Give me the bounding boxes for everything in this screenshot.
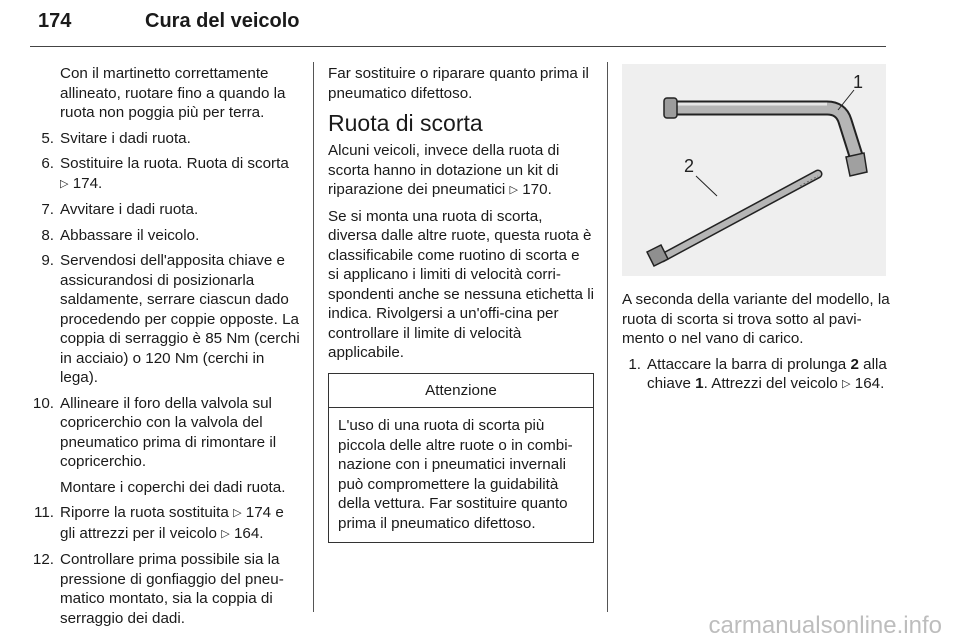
page-ref-icon: ▷	[842, 378, 851, 390]
step-text-main: . Attrezzi del veicolo	[703, 375, 838, 392]
paragraph	[328, 141, 594, 201]
page-ref-link[interactable]: 170.	[522, 181, 552, 198]
page-ref-icon: ▷	[221, 527, 230, 540]
callout-number: 1	[695, 375, 704, 392]
step-number: 6.	[41, 155, 54, 172]
paragraph: A seconda della variante del modello, la ruota di scorta si trova sotto al pavi-mento o nel vano di carico.	[622, 291, 890, 347]
step-text: Controllare prima possibile sia la pressione di gonfiaggio del pneu-matico montato, sia la coppia di serraggio dei dadi.	[60, 551, 284, 627]
step-number: 1.	[628, 355, 641, 373]
step-text-main: Riporre la ruota sostituita	[60, 504, 229, 521]
page-ref-link[interactable]: 174.	[72, 174, 103, 192]
column-divider	[607, 62, 608, 612]
step-8	[28, 226, 300, 246]
step-text-main: alla chiave	[647, 355, 887, 392]
caption-area	[622, 290, 890, 395]
label-2: 2	[684, 156, 695, 176]
page-ref-link[interactable]: 174 e gli attrezzi per il veicolo	[60, 504, 284, 542]
page-ref-icon: ▷	[60, 177, 69, 190]
step-text: Svitare i dadi ruota.	[60, 129, 191, 147]
step-text	[647, 355, 890, 395]
section-heading: Ruota di scorta	[328, 110, 483, 136]
section-title: Cura del veicolo	[145, 10, 300, 32]
column-divider	[313, 62, 314, 612]
watermark: carmanualsonline.info	[708, 612, 942, 639]
warning-box	[328, 373, 594, 544]
column-1	[28, 64, 300, 634]
column-2	[328, 64, 594, 543]
step-10	[28, 394, 300, 472]
page-ref-link[interactable]: 164.	[854, 375, 885, 392]
step-number: 7.	[41, 201, 54, 218]
paragraph-text: Alcuni veicoli, invece della ruota di scorta hanno in dotazione un kit di riparazione dei pneumatici	[328, 142, 560, 198]
step-11	[28, 503, 300, 544]
step-text: Avvitare i dadi ruota.	[60, 201, 199, 218]
step-number: 11.	[34, 504, 54, 521]
paragraph: Far sostituire o riparare quanto prima il pneumatico difettoso.	[328, 65, 589, 102]
step-text	[60, 503, 300, 544]
page-number: 174	[38, 10, 72, 32]
step-text: Allineare il foro della valvola sul copricerchio con la valvola del pneumatico prima di rimontare il copricerchio.	[60, 394, 277, 470]
page-ref-icon: ▷	[233, 507, 242, 519]
step-5	[28, 129, 300, 149]
step-number: 5.	[41, 129, 54, 147]
step-number: 10.	[32, 394, 54, 412]
step-text: Abbassare il veicolo.	[60, 226, 200, 244]
warning-title: Attenzione	[329, 374, 593, 409]
warning-text: L'uso di una ruota di scorta più piccola delle altre ruote o in combi-nazione con i pneumatici invernali può compromettere la guidabilità della vettura. Far sostituire quanto prima il pneumatico difettoso.	[338, 417, 573, 532]
paragraph: Se si monta una ruota di scorta, diversa dalle altre ruote, questa ruota è classificabile come ruotino di scorta e si applicano i limiti di velocità corri-spondenti anche se nessuna etichetta li indica. Rivolgersi a un'offi-cina per controllare il limite di velocità applicabile.	[328, 207, 594, 361]
page-header	[30, 8, 886, 48]
step-10-extra: Montare i coperchi dei dadi ruota.	[60, 478, 286, 496]
step-text-main: Sostituire la ruota. Ruota di scorta	[60, 155, 289, 172]
header-rule	[30, 46, 886, 47]
step-continuation: Con il martinetto correttamente allineato, ruotare fino a quando la ruota non poggia più per terra.	[60, 65, 286, 121]
step-9	[28, 251, 300, 388]
step-number: 8.	[41, 226, 54, 244]
step-number: 9.	[41, 252, 54, 269]
step-number: 12.	[32, 551, 54, 568]
step-1	[622, 355, 890, 395]
step-text: Servendosi dell'apposita chiave e assicurandosi di posizionarla saldamente, serrare ciascun dado procedendo per coppie opposte. La coppia di serraggio è 85 Nm (cerchi in acciaio) o 120 Nm (cerchi in lega).	[60, 252, 300, 386]
page-ref-icon: ▷	[509, 184, 518, 196]
label-1: 1	[853, 72, 864, 92]
step-text	[60, 154, 300, 194]
step-12	[28, 550, 300, 628]
step-text-main: Attaccare la barra di prolunga	[647, 355, 847, 373]
callout-number: 2	[850, 355, 859, 373]
page-ref-link[interactable]: 164.	[233, 524, 264, 542]
step-7	[28, 200, 300, 220]
column-3	[622, 64, 890, 401]
step-6	[28, 154, 300, 194]
